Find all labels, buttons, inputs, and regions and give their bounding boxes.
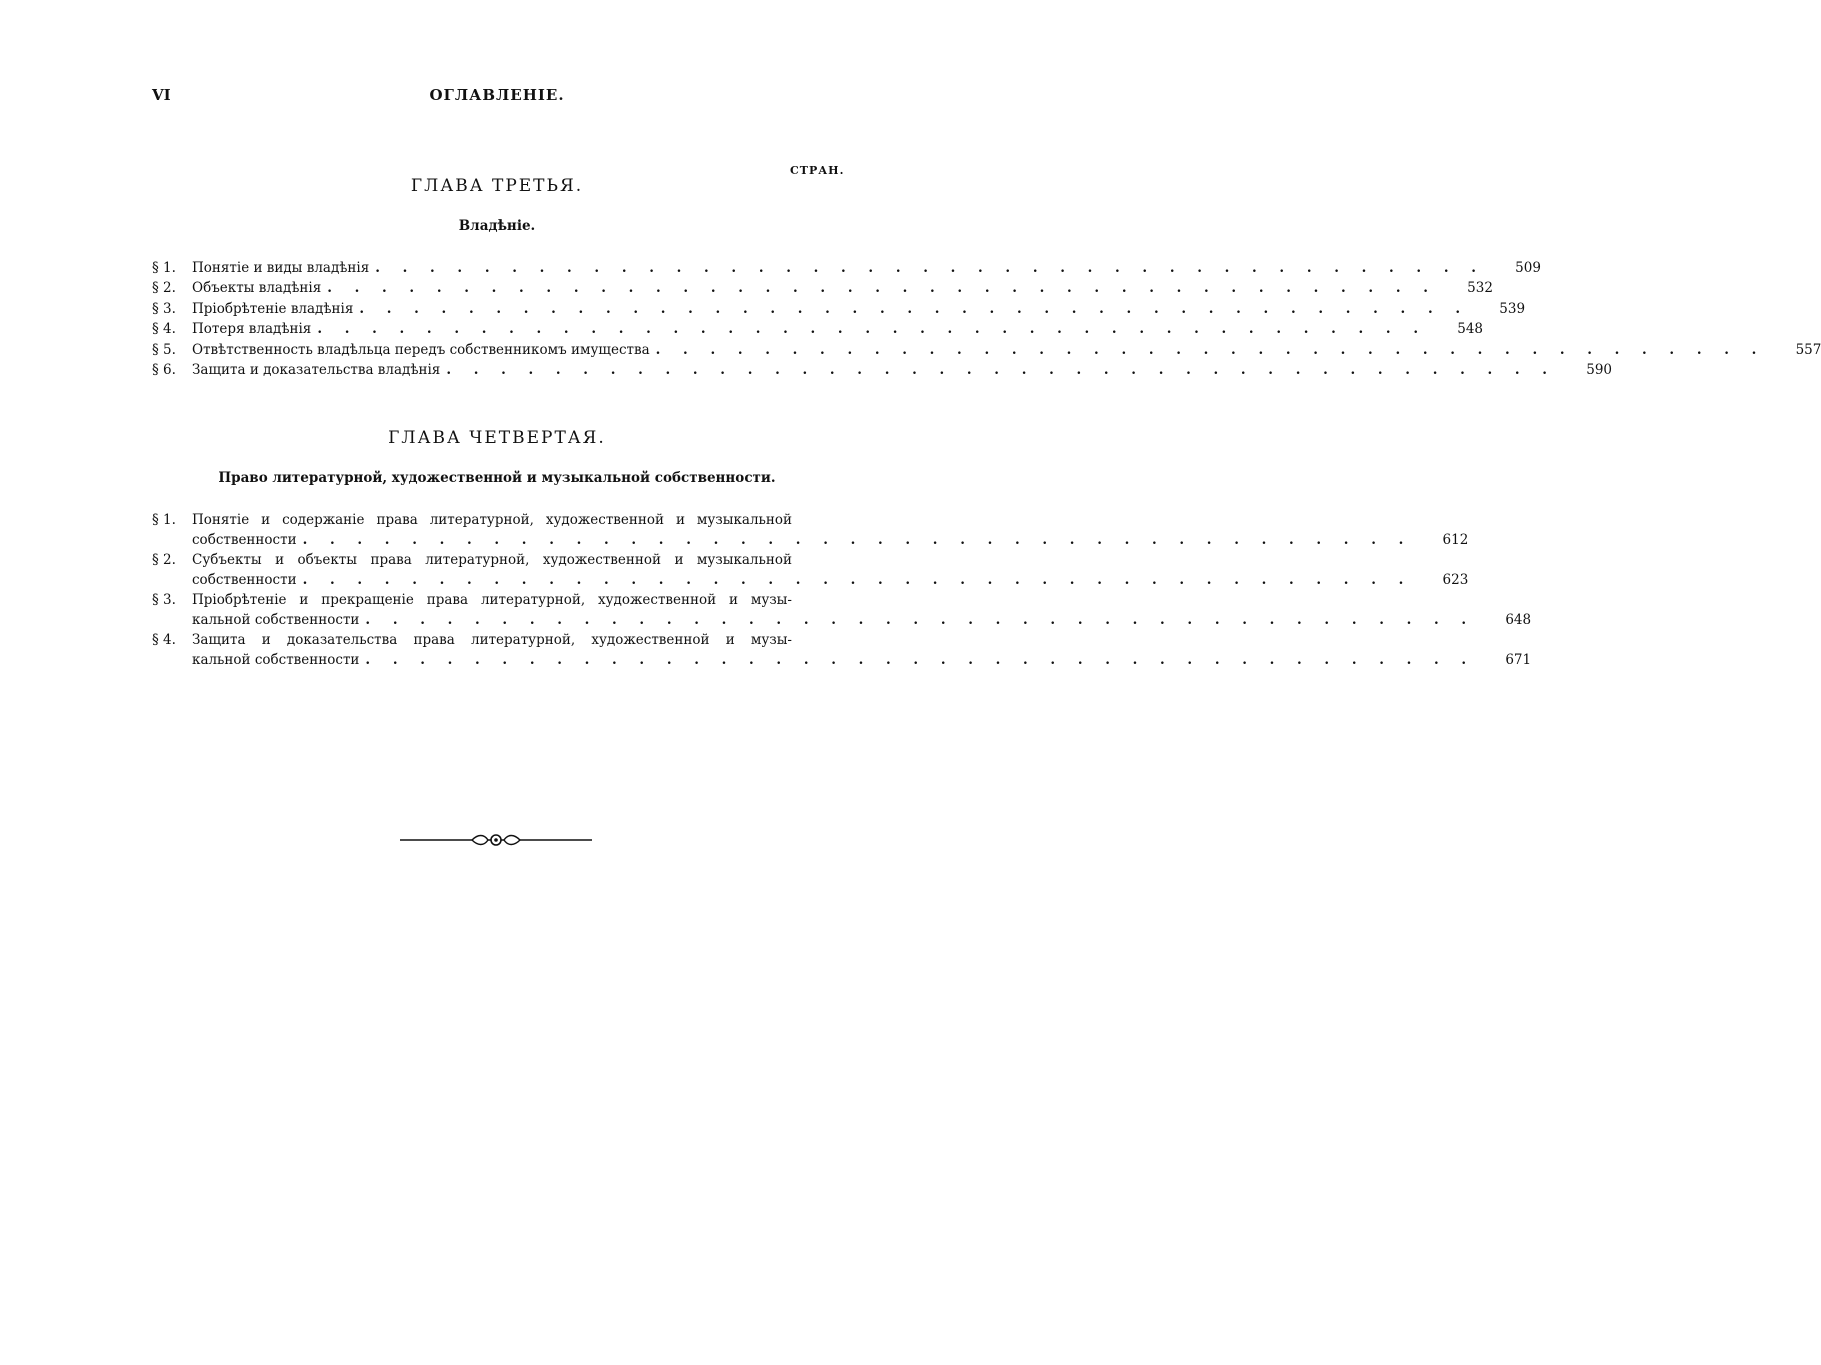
section-number: § 1. <box>152 260 176 276</box>
toc-entry[interactable] <box>152 550 1469 590</box>
running-title: ОГЛАВЛЕНІЕ. <box>429 86 565 104</box>
entry-title: Отвѣтственность владѣльца передъ собственникомъ имущества <box>192 341 650 358</box>
page-number: VI <box>152 86 171 104</box>
chapter-subtitle: Владѣніе. <box>458 218 536 234</box>
toc-list-chapter-3 <box>152 258 1821 380</box>
page-reference: 539 <box>1499 300 1526 317</box>
page-reference: 509 <box>1515 260 1541 276</box>
dot-leader: . . . . . . . . . . . . . . . . . . . . . . . . . . . . . . . . . . . . . . . . . <box>365 612 1476 628</box>
section-number: § 5. <box>152 341 176 358</box>
section-number: § 2. <box>152 552 176 568</box>
entry-title-line2: собственности <box>192 532 297 548</box>
page-reference: 548 <box>1457 321 1484 338</box>
entry-title-line1: Субъекты и объекты права литературной, художественной и музыкальной <box>192 552 792 568</box>
chapter-title: ГЛАВА ТРЕТЬЯ. <box>410 176 584 196</box>
toc-entry[interactable] <box>152 360 1613 380</box>
entry-title-line1: Защита и доказательства права литературной, художественной и музы- <box>192 632 792 648</box>
toc-entry[interactable] <box>152 319 1484 339</box>
section-number: § 4. <box>152 632 176 648</box>
section-number: § 2. <box>152 280 176 297</box>
toc-entry[interactable] <box>152 510 1469 550</box>
dot-leader: . . . . . . . . . . . . . . . . . . . . . . . . . . . . . . . . . . . . . . . . . <box>317 321 1428 338</box>
entry-title-line2: кальной собственности <box>192 612 360 628</box>
entry-title: Объекты владѣнія <box>192 280 322 297</box>
page-reference: 590 <box>1586 361 1613 378</box>
entry-title-line2: кальной собственности <box>192 652 360 668</box>
section-number: § 6. <box>152 361 176 378</box>
toc-entry[interactable] <box>152 630 1532 670</box>
toc-entry[interactable] <box>152 299 1526 319</box>
page-reference: 671 <box>1505 652 1532 668</box>
chapter-subtitle: Право литературной, художественной и музыкальной собственности. <box>218 470 776 486</box>
entry-title-line2: собственности <box>192 572 297 588</box>
entry-title-line1: Понятіе и содержаніе права литературной, художественной и музыкальной <box>192 512 792 528</box>
dot-leader: . . . . . . . . . . . . . . . . . . . . . . . . . . . . . . . . . . . . . . . . . <box>327 280 1437 297</box>
entry-title: Защита и доказательства владѣнія <box>192 361 441 378</box>
section-number: § 3. <box>152 300 176 317</box>
page-reference: 623 <box>1442 572 1469 588</box>
dot-leader: . . . . . . . . . . . . . . . . . . . . . . . . . . . . . . . . . . . . . . . . . <box>302 572 1413 588</box>
page-reference: 532 <box>1467 280 1493 297</box>
dot-leader: . . . . . . . . . . . . . . . . . . . . . . . . . . . . . . . . . . . . . . . . . <box>655 341 1766 358</box>
running-header <box>152 86 842 110</box>
dot-leader: . . . . . . . . . . . . . . . . . . . . . . . . . . . . . . . . . . . . . . . . . <box>365 652 1476 668</box>
section-number: § 1. <box>152 512 176 528</box>
toc-list-chapter-4 <box>152 510 1532 670</box>
dot-leader: . . . . . . . . . . . . . . . . . . . . . . . . . . . . . . . . . . . . . . . . . <box>302 532 1413 548</box>
toc-entry[interactable] <box>152 258 1541 278</box>
section-number: § 3. <box>152 592 176 608</box>
page-reference: 557 <box>1795 341 1821 358</box>
dot-leader: . . . . . . . . . . . . . . . . . . . . . . . . . . . . . . . . . . . . . . . . . <box>359 300 1470 317</box>
chapter-title: ГЛАВА ЧЕТВЕРТАЯ. <box>388 428 606 448</box>
page-reference: 648 <box>1505 612 1532 628</box>
entry-title: Понятіе и виды владѣнія <box>192 260 370 276</box>
entry-title-line1: Пріобрѣтеніе и прекращеніе права литературной, художественной и музы- <box>192 592 792 608</box>
dot-leader: . . . . . . . . . . . . . . . . . . . . . . . . . . . . . . . . . . . . . . . . . <box>375 260 1485 276</box>
toc-entry[interactable] <box>152 278 1493 298</box>
page-column-label: СТРАН. <box>790 164 845 177</box>
toc-entry[interactable] <box>152 590 1532 630</box>
page-reference: 612 <box>1442 532 1469 548</box>
dot-leader: . . . . . . . . . . . . . . . . . . . . . . . . . . . . . . . . . . . . . . . . . <box>446 361 1557 378</box>
printers-ornament-rule-icon <box>400 828 592 852</box>
toc-entry[interactable] <box>152 340 1821 360</box>
entry-title: Потеря владѣнія <box>192 321 312 338</box>
section-number: § 4. <box>152 321 176 338</box>
entry-title: Пріобрѣтеніе владѣнія <box>192 300 354 317</box>
